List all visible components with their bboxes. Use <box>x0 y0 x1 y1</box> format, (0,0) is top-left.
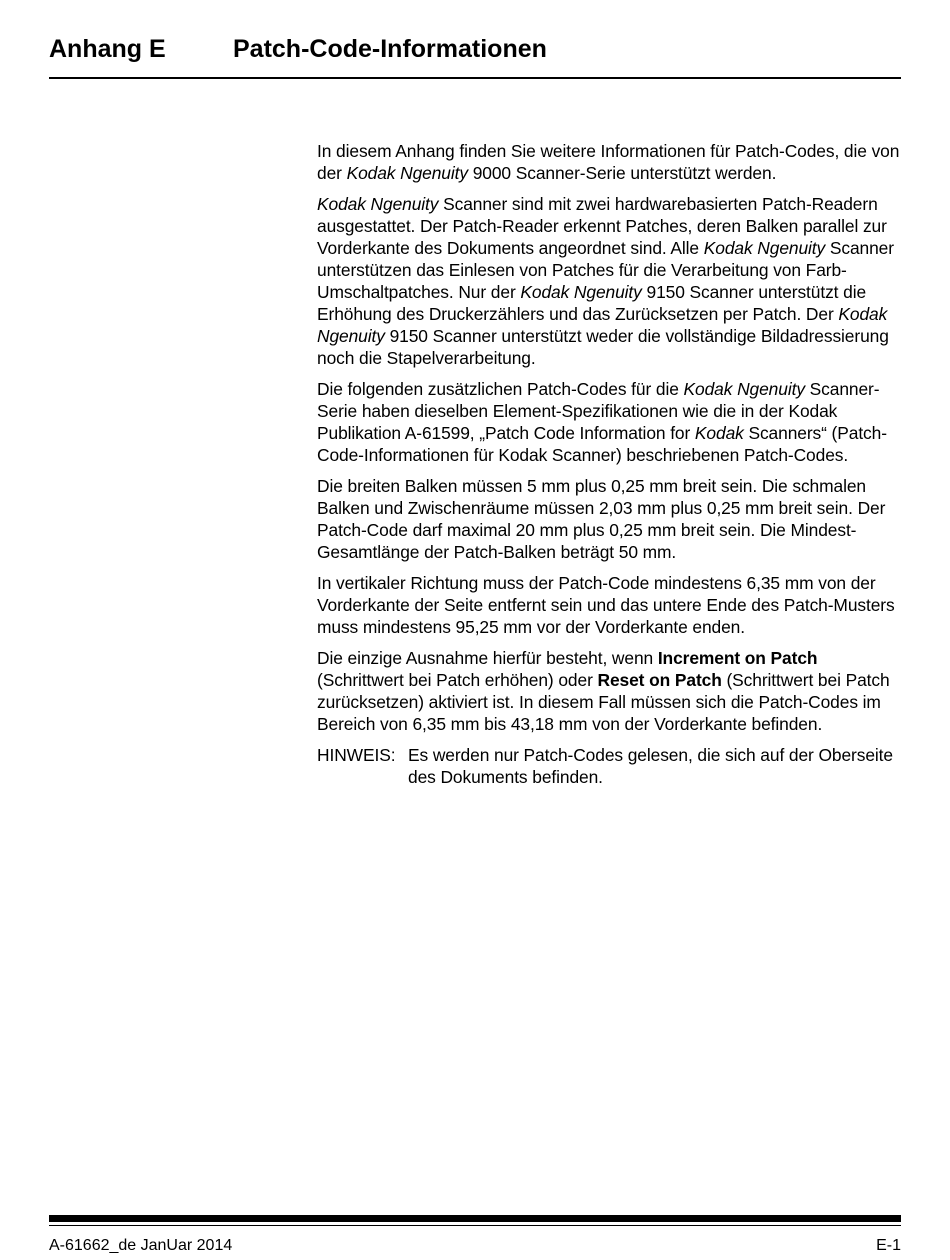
paragraph-additional-codes <box>317 378 907 466</box>
option-name: Increment on Patch <box>657 648 818 668</box>
paragraph-intro <box>317 140 907 184</box>
appendix-label: Anhang E <box>49 35 166 63</box>
paragraph-patch-readers <box>317 193 907 369</box>
option-name: Reset on Patch <box>597 670 722 690</box>
text-run: Scanners“ (Patch-Code-Informationen für Kodak Scanner) beschriebenen Patch-Codes. <box>317 423 887 465</box>
paragraph-exception <box>317 647 907 735</box>
paragraph-vertical-position: In vertikaler Richtung muss der Patch-Code mindestens 6,35 mm von der Vorderkante der Seite entfernt sein und das untere Ende des Patch-Musters muss mindestens 95,25 mm vor der Vorderkante enden. <box>317 573 895 637</box>
note-label: HINWEIS: <box>317 745 396 765</box>
text-run: 9150 Scanner unterstützt die Erhöhung des Druckerzählers und das Zurücksetzen per Patch. Der <box>317 282 867 324</box>
product-name: Kodak <box>694 423 744 443</box>
text-run: (Schrittwert bei Patch zurücksetzen) aktiviert ist. In diesem Fall müssen sich die Patch-Codes im Bereich von 6,35 mm bis 43,18 mm von der Vorderkante befinden. <box>317 670 890 734</box>
product-name: Kodak Ngenuity <box>317 194 439 214</box>
note <box>317 744 907 788</box>
text-run: Scanner sind mit zwei hardwarebasierten Patch-Readern ausgestattet. Der Patch-Reader erkennt Patches, deren Balken parallel zur Vorderkante des Dokuments angeordnet sind. Alle <box>317 194 887 258</box>
text-run: In diesem Anhang finden Sie weitere Informationen für Patch-Codes, die von der <box>317 141 900 183</box>
text-run: Die einzige Ausnahme hierfür besteht, wenn <box>317 648 658 668</box>
body-text <box>317 140 907 788</box>
product-name: Kodak Ngenuity <box>317 304 888 346</box>
product-name: Kodak Ngenuity <box>683 379 805 399</box>
page-header <box>49 33 901 79</box>
footer-rule-thin <box>49 1225 901 1226</box>
product-name: Kodak Ngenuity <box>520 282 642 302</box>
paragraph-bar-widths: Die breiten Balken müssen 5 mm plus 0,25 mm breit sein. Die schmalen Balken und Zwischenräume müssen 2,03 mm plus 0,25 mm breit sein. Der Patch-Code darf maximal 20 mm plus 0,25 mm breit sein. Die Mindest-Gesamtlänge der Patch-Balken beträgt 50 mm. <box>317 476 886 562</box>
page-number: E-1 <box>876 1237 901 1254</box>
text-run: 9150 Scanner unterstützt weder die vollständige Bildadressierung noch die Stapelverarbeitung. <box>317 326 889 368</box>
text-run: 9000 Scanner-Serie unterstützt werden. <box>467 163 777 183</box>
text-run: Scanner-Serie haben dieselben Element-Spezifikationen wie die in der Kodak Publikation A-61599, „Patch Code Information for <box>317 379 880 443</box>
product-name: Kodak Ngenuity <box>703 238 826 258</box>
text-run: (Schrittwert bei Patch erhöhen) oder <box>317 670 598 690</box>
product-name: Kodak Ngenuity <box>346 163 468 183</box>
text-run: Die folgenden zusätzlichen Patch-Codes für die <box>317 379 684 399</box>
footer-doc-id: A-61662_de JanUar 2014 <box>49 1237 233 1254</box>
note-text: Es werden nur Patch-Codes gelesen, die sich auf der Oberseite des Dokuments befinden. <box>408 745 893 787</box>
footer-rule <box>49 1215 901 1222</box>
page-title: Patch-Code-Informationen <box>233 35 547 63</box>
text-run: Scanner unterstützen das Einlesen von Patches für die Verarbeitung von Farb-Umschaltpatches. Nur der <box>317 238 894 302</box>
